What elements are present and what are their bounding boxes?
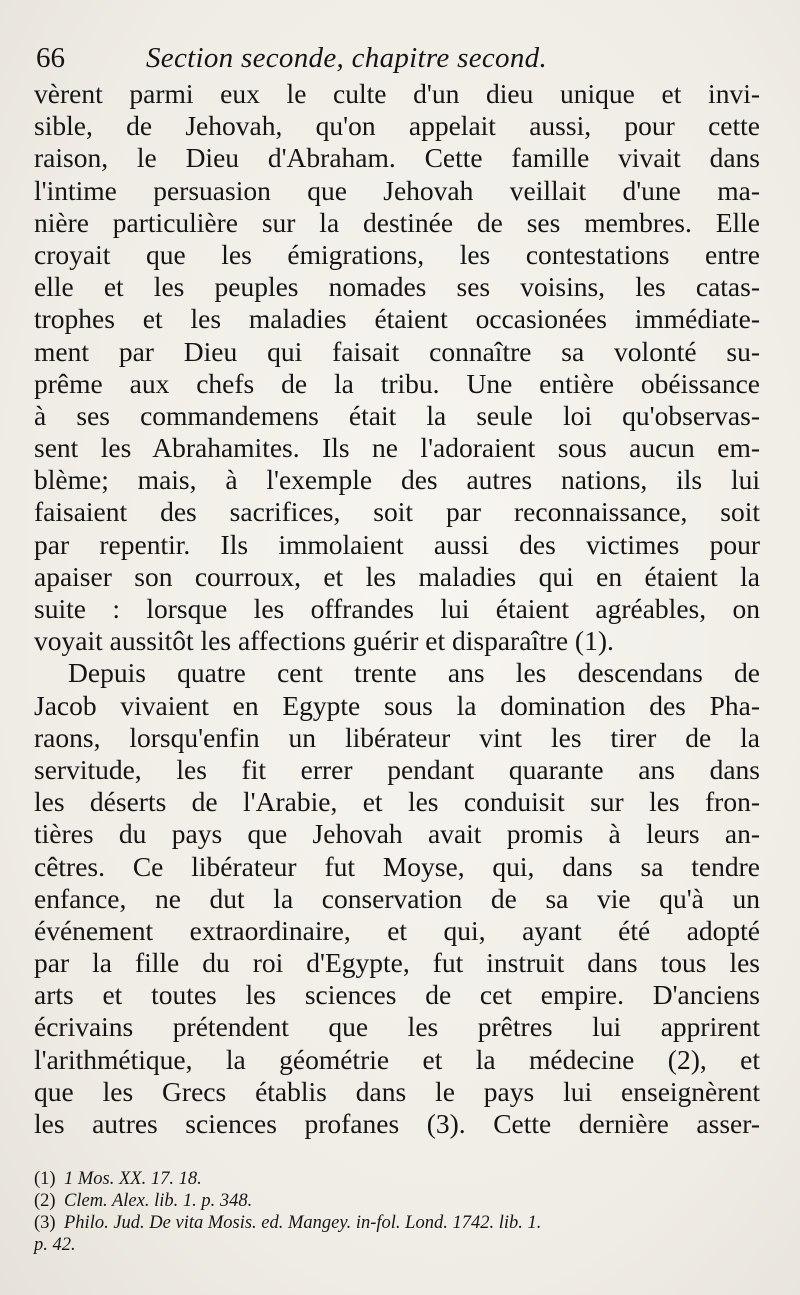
text-line: vèrent parmi eux le culte d'un dieu unique et invi- [34, 78, 760, 109]
text-line: les déserts de l'Arabie, et les conduisit sur les fron- [34, 786, 760, 818]
footnotes [34, 1168, 760, 1256]
text-line: par la fille du roi d'Egypte, fut instruit dans tous les [34, 947, 760, 979]
text-line: voyait aussitôt les affections guérir et disparaître (1). [34, 625, 614, 657]
footnote-text: Clem. Alex. lib. 1. p. 348. [64, 1191, 253, 1211]
footnote [34, 1168, 760, 1190]
text-line: elle et les peuples nomades ses voisins, les catas- [34, 271, 760, 303]
text-line: croyait que les émigrations, les contestations entre [34, 238, 760, 270]
footnote-mark: (2) [34, 1191, 56, 1211]
text-line: enfance, ne dut la conservation de sa vie qu'à un [34, 882, 760, 914]
text-line: cêtres. Ce libérateur fut Moyse, qui, dans sa tendre [34, 850, 760, 882]
footnote-continuation [34, 1234, 760, 1256]
text-line: que les Grecs établis dans le pays lui enseignèrent [34, 1075, 760, 1107]
text-line: arts et toutes les sciences de cet empire. D'anciens [34, 979, 760, 1011]
text-line: raons, lorsqu'enfin un libérateur vint les tirer de la [34, 721, 760, 753]
footnote-text: 1 Mos. XX. 17. 18. [64, 1169, 202, 1189]
text-line: raison, le Dieu d'Abraham. Cette famille vivait dans [34, 142, 760, 174]
footnote-text: p. 42. [34, 1235, 76, 1255]
text-line: suite : lorsque les offrandes lui étaient agréables, on [34, 593, 760, 624]
footnote [34, 1190, 760, 1212]
text-line: sible, de Jehovah, qu'on appelait aussi, pour cette [34, 110, 760, 142]
text-line: Depuis quatre cent trente ans les descendans de [68, 657, 760, 689]
footnote-mark: (3) [34, 1213, 56, 1233]
page-header [36, 38, 766, 78]
footnote-mark: (1) [34, 1169, 56, 1189]
text-line: événement extraordinaire, et qui, ayant été adopté [34, 914, 760, 946]
body-text [34, 78, 760, 1140]
text-line: sent les Abrahamites. Ils ne l'adoraient sous aucun em- [34, 432, 760, 464]
text-line: apaiser son courroux, et les maladies qui en étaient la [34, 560, 760, 592]
text-line: écrivains prétendent que les prêtres lui apprirent [34, 1011, 760, 1043]
text-line: faisaient des sacrifices, soit par reconnaissance, soit [34, 496, 760, 528]
text-line: à ses commandemens était la seule loi qu'observas- [34, 399, 760, 431]
text-line: nière particulière sur la destinée de ses membres. Elle [34, 206, 760, 238]
running-head: Section seconde, chapitre second. [146, 42, 548, 74]
text-line: l'arithmétique, la géométrie et la médecine (2), et [34, 1043, 760, 1075]
text-line: trophes et les maladies étaient occasionées immédiate- [34, 303, 760, 335]
text-line: ment par Dieu qui faisait connaître sa volonté su- [34, 335, 760, 367]
text-line: prême aux chefs de la tribu. Une entière obéissance [34, 367, 760, 399]
footnote-text: Philo. Jud. De vita Mosis. ed. Mangey. in-fol. Lond. 1742. lib. 1. [64, 1213, 542, 1233]
text-line: les autres sciences profanes (3). Cette dernière asser- [34, 1108, 760, 1139]
page-number: 66 [36, 42, 65, 74]
footnote [34, 1212, 760, 1234]
text-line: Jacob vivaient en Egypte sous la domination des Pha- [34, 689, 760, 721]
text-line: l'intime persuasion que Jehovah veillait d'une ma- [34, 174, 760, 206]
text-line: servitude, les fit errer pendant quarante ans dans [34, 753, 760, 785]
text-line: tières du pays que Jehovah avait promis à leurs an- [34, 818, 760, 850]
text-line: par repentir. Ils immolaient aussi des victimes pour [34, 528, 760, 560]
text-line: blème; mais, à l'exemple des autres nations, ils lui [34, 464, 760, 496]
